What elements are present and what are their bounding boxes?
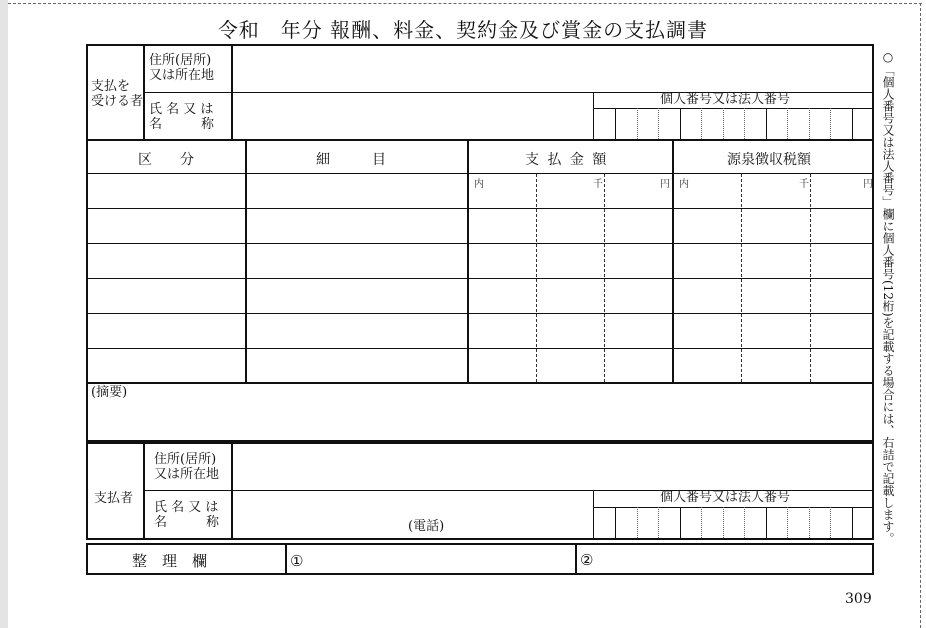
id-digit-divider bbox=[615, 108, 616, 139]
payer-name-label: 氏 名 又 は 名 称 bbox=[154, 500, 220, 530]
admin-field-1[interactable] bbox=[305, 546, 573, 573]
recipient-name-label: 氏 名 又 は 名 称 bbox=[149, 102, 215, 132]
id-digit-divider bbox=[744, 507, 745, 538]
column-header-category: 区 分 bbox=[138, 152, 194, 168]
page-left-edge bbox=[0, 0, 8, 628]
id-digit-divider bbox=[680, 507, 681, 538]
recipient-id-number-label: 個人番号又は法人番号 bbox=[660, 92, 791, 107]
remarks-field[interactable] bbox=[89, 400, 871, 440]
id-digit-divider bbox=[723, 108, 724, 139]
id-digit-divider bbox=[852, 507, 853, 538]
tax-unit-en: 円 bbox=[863, 179, 873, 190]
payer-label: 支払者 bbox=[94, 491, 134, 506]
admin-divider-2 bbox=[575, 543, 577, 575]
payer-id-number-cells[interactable] bbox=[593, 507, 873, 538]
admin-divider-1 bbox=[285, 543, 287, 575]
id-digit-divider bbox=[809, 108, 810, 139]
id-digit-divider bbox=[809, 507, 810, 538]
recipient-address-field[interactable] bbox=[234, 47, 870, 91]
payer-address-label: 住所(居所) 又は所在地 bbox=[154, 452, 220, 482]
id-digit-divider bbox=[637, 507, 638, 538]
page-right-dashed-border bbox=[920, 3, 921, 628]
id-digit-divider bbox=[766, 108, 767, 139]
column-header-details: 細 目 bbox=[316, 152, 386, 168]
payer-address-field[interactable] bbox=[234, 444, 870, 489]
admin-label: 整 理 欄 bbox=[132, 552, 208, 570]
table-row-line bbox=[86, 243, 874, 244]
tax-unit-uchi: 内 bbox=[679, 179, 689, 190]
table-row-line bbox=[86, 278, 874, 279]
id-digit-divider bbox=[830, 507, 831, 538]
id-digit-divider bbox=[744, 108, 745, 139]
recipient-id-number-cells[interactable] bbox=[593, 108, 873, 139]
id-digit-divider bbox=[852, 108, 853, 139]
table-header-bottom-line bbox=[86, 173, 874, 174]
id-digit-divider bbox=[787, 507, 788, 538]
page-top-dashed-border bbox=[8, 3, 922, 4]
recipient-name-field[interactable] bbox=[234, 94, 591, 138]
payer-phone-label: (電話) bbox=[408, 519, 445, 534]
admin-mark-2: ② bbox=[580, 551, 594, 569]
id-digit-divider bbox=[658, 507, 659, 538]
recipient-label: 支払を 受ける者 bbox=[91, 79, 144, 109]
admin-field-2[interactable] bbox=[598, 546, 870, 573]
payer-id-number-label: 個人番号又は法人番号 bbox=[660, 490, 791, 505]
remarks-label: (摘要) bbox=[91, 385, 128, 400]
id-digit-divider bbox=[787, 108, 788, 139]
column-header-tax: 源泉徴収税額 bbox=[727, 152, 811, 168]
amount-unit-sen: 千 bbox=[593, 179, 603, 190]
column-divider-amount bbox=[672, 140, 674, 382]
recipient-address-label: 住所(居所) 又は所在地 bbox=[149, 53, 215, 83]
id-digit-divider bbox=[701, 507, 702, 538]
column-divider-category bbox=[245, 140, 247, 382]
id-digit-divider bbox=[830, 108, 831, 139]
id-digit-divider bbox=[680, 108, 681, 139]
id-digit-divider bbox=[766, 507, 767, 538]
amount-unit-en: 円 bbox=[660, 179, 670, 190]
side-note: ○「個人番号又は法人番号」欄に個人番号(12桁)を記載する場合には、右詰で記載します。 bbox=[881, 50, 895, 545]
table-row-line bbox=[86, 348, 874, 349]
recipient-bottom-line bbox=[86, 139, 874, 141]
admin-mark-1: ① bbox=[290, 552, 304, 570]
table-bottom-line bbox=[86, 382, 874, 384]
tax-unit-sen: 千 bbox=[799, 179, 809, 190]
amount-unit-uchi: 内 bbox=[474, 179, 484, 190]
page-number: 309 bbox=[845, 591, 872, 607]
table-row-line bbox=[86, 313, 874, 314]
id-digit-divider bbox=[723, 507, 724, 538]
id-digit-divider bbox=[615, 507, 616, 538]
id-digit-divider bbox=[637, 108, 638, 139]
table-row-line bbox=[86, 208, 874, 209]
id-digit-divider bbox=[658, 108, 659, 139]
form-title: 令和 年分 報酬、料金、契約金及び賞金の支払調書 bbox=[217, 18, 709, 42]
column-divider-details bbox=[467, 140, 469, 382]
id-digit-divider bbox=[701, 108, 702, 139]
column-header-amount: 支 払 金 額 bbox=[525, 152, 609, 168]
